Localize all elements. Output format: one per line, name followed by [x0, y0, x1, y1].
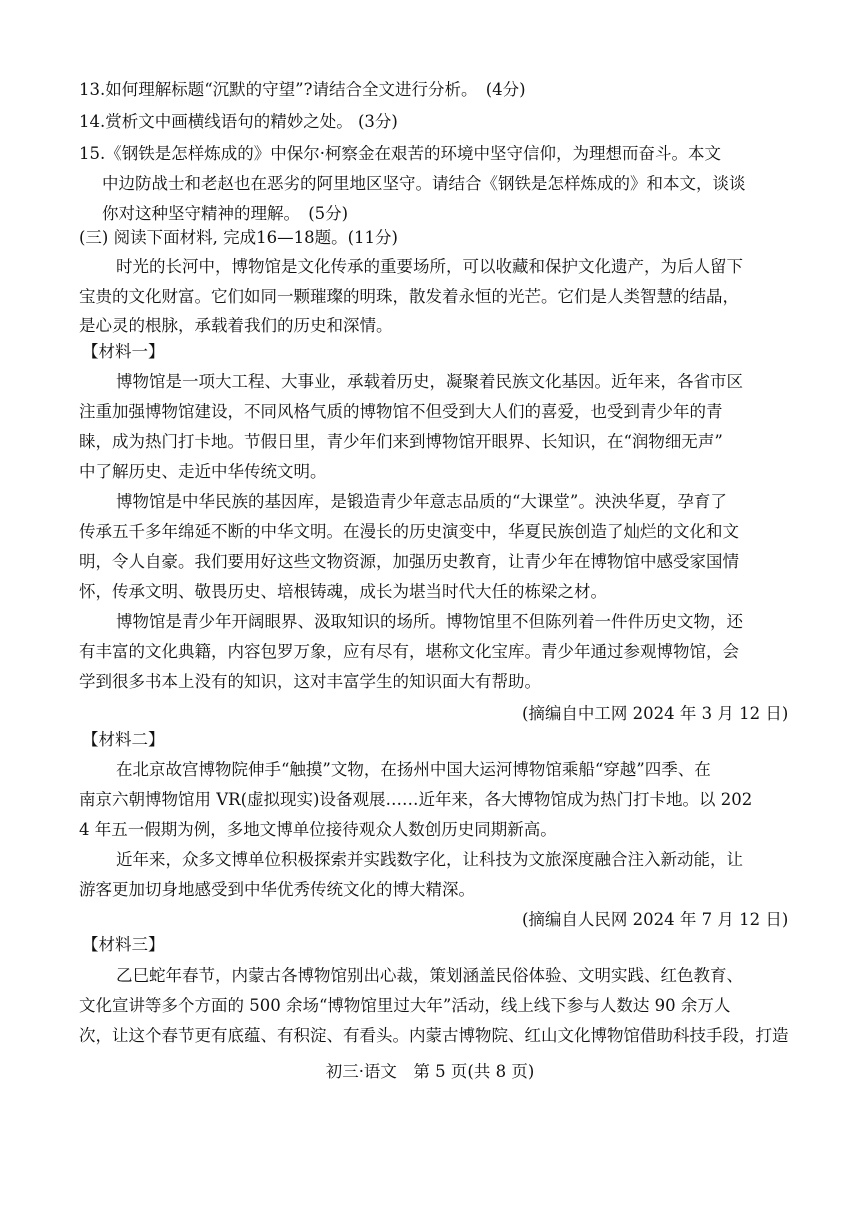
material-3-p1-line-2: 文化宣讲等多个方面的 500 余场“博物馆里过大年”活动，线上线下参与人数达 90 余万人	[79, 996, 731, 1015]
material-1-p2-line-2: 传承五千多年绵延不断的中华文明。在漫长的历史演变中，华夏民族创造了灿烂的文化和文	[79, 522, 739, 541]
question-15-line-1: 15.《钢铁是怎样炼成的》中保尔·柯察金在艰苦的环境中坚守信仰，为理想而奋斗。本文	[79, 144, 721, 163]
material-3-p1-line-3: 次，让这个春节更有底蕴、有积淀、有看头。内蒙古博物院、红山文化博物馆借助科技手段，打造	[79, 1026, 789, 1045]
question-14: 14.赏析文中画横线语句的精妙之处。 (3分)	[79, 112, 398, 131]
material-1-heading: 【材料一】	[82, 342, 165, 361]
material-2-p2-line-2: 游客更加切身地感受到中华优秀传统文化的博大精深。	[79, 880, 475, 899]
material-2-p1-line-2: 南京六朝博物馆用 VR(虚拟现实)设备观展……近年来，各大博物馆成为热门打卡地。以 202	[79, 790, 753, 809]
intro-line-2: 宝贵的文化财富。它们如同一颗璀璨的明珠，散发着永恒的光芒。它们是人类智慧的结晶，	[79, 287, 739, 306]
section-3-heading: (三) 阅读下面材料, 完成16—18题。(11分)	[79, 228, 398, 247]
material-1-p1-line-1: 博物馆是一项大工程、大事业，承载着历史，凝聚着民族文化基因。近年来，各省市区	[116, 372, 743, 391]
material-2-p1-line-1: 在北京故宫博物院伸手“触摸”文物，在扬州中国大运河博物馆乘船“穿越”四季、在	[116, 760, 711, 779]
material-1-p2-line-1: 博物馆是中华民族的基因库，是锻造青少年意志品质的“大课堂”。泱泱华夏，孕育了	[116, 492, 727, 511]
material-1-p3-line-2: 有丰富的文化典籍，内容包罗万象，应有尽有，堪称文化宝库。青少年通过参观博物馆，会	[79, 642, 739, 661]
material-1-p1-line-3: 睐，成为热门打卡地。节假日里，青少年们来到博物馆开眼界、长知识，在“润物细无声”	[79, 432, 723, 451]
intro-line-1: 时光的长河中，博物馆是文化传承的重要场所，可以收藏和保护文化遗产，为后人留下	[116, 257, 743, 276]
material-1-p2-line-4: 怀，传承文明、敬畏历史、培根铸魂，成长为堪当时代大任的栋梁之材。	[79, 582, 607, 601]
material-1-p3-line-3: 学到很多书本上没有的知识，这对丰富学生的知识面大有帮助。	[79, 672, 541, 691]
intro-line-3: 是心灵的根脉，承载着我们的历史和深情。	[79, 316, 393, 335]
material-2-p1-line-3: 4 年五一假期为例，多地文博单位接待观众人数创历史同期新高。	[79, 820, 557, 839]
material-3-p1-line-1: 乙巳蛇年春节，内蒙古各博物馆别出心裁，策划涵盖民俗体验、文明实践、红色教育、	[116, 966, 743, 985]
material-2-heading: 【材料二】	[82, 730, 165, 749]
material-1-p1-line-4: 中了解历史、走近中华传统文明。	[79, 462, 327, 481]
material-2-p2-line-1: 近年来，众多文博单位积极探索并实践数字化，让科技为文旅深度融合注入新动能，让	[116, 850, 743, 869]
material-3-heading: 【材料三】	[82, 935, 165, 954]
material-1-source: (摘编自中工网 2024 年 3 月 12 日)	[522, 704, 789, 723]
material-1-p1-line-2: 注重加强博物馆建设，不同风格气质的博物馆不但受到大人们的喜爱，也受到青少年的青	[79, 402, 723, 421]
question-15-line-2: 中边防战士和老赵也在恶劣的阿里地区坚守。请结合《钢铁是怎样炼成的》和本文，谈谈	[102, 174, 746, 193]
page-footer: 初三·语文 第 5 页(共 8 页)	[325, 1062, 535, 1081]
material-1-p2-line-3: 明，令人自豪。我们要用好这些文物资源，加强历史教育，让青少年在博物馆中感受家国情	[79, 552, 739, 571]
material-1-p3-line-1: 博物馆是青少年开阔眼界、汲取知识的场所。博物馆里不但陈列着一件件历史文物，还	[116, 612, 743, 631]
question-13: 13.如何理解标题“沉默的守望”?请结合全文进行分析。 (4分)	[79, 80, 526, 99]
question-15-line-3: 你对这种坚守精神的理解。 (5分)	[102, 204, 349, 223]
material-2-source: (摘编自人民网 2024 年 7 月 12 日)	[522, 910, 789, 929]
